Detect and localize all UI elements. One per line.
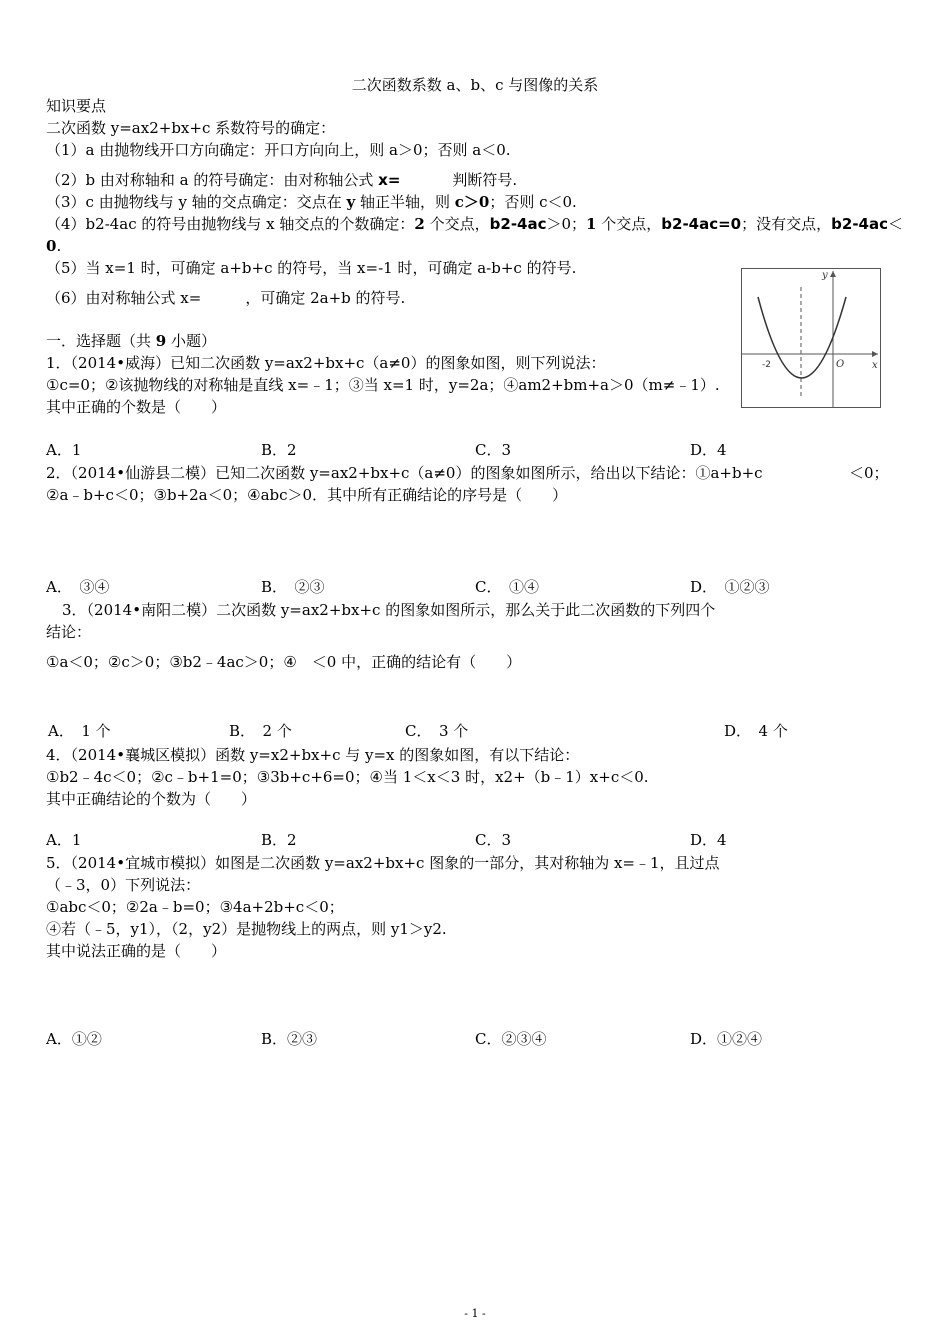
q2-option-b[interactable]: B． ②③ <box>261 578 325 596</box>
knowledge-point-4 <box>46 214 903 234</box>
kp4-m: . <box>56 237 62 255</box>
neg2-label: -2 <box>762 360 771 370</box>
q5-option-b[interactable]: B．②③ <box>261 1030 318 1048</box>
q1-option-d[interactable]: D．4 <box>690 441 727 459</box>
knowledge-point-2 <box>46 170 517 190</box>
q2-option-c[interactable]: C． ①④ <box>475 578 539 596</box>
y-axis-arrow <box>830 271 836 277</box>
kp4-c: 个交点， <box>424 215 490 233</box>
q4-statements: ①b2﹣4c＜0；②c﹣b+1=0；③3b+c+6=0；④当 1＜x＜3 时，x2+（b﹣1）x+c＜0. <box>46 768 649 786</box>
q1-option-c[interactable]: C．3 <box>475 441 512 459</box>
kp4-f: 1 <box>586 215 597 233</box>
q3-option-b[interactable]: B． 2 个 <box>229 722 292 740</box>
q3-statements: ①a＜0；②c＞0；③b2﹣4ac＞0；④ ＜0 中，正确的结论有（ ） <box>46 653 522 671</box>
knowledge-intro: 二次函数 y=ax2+bx+c 系数符号的确定： <box>46 119 336 137</box>
kp6-a: （6）由对称轴公式 x= <box>46 289 202 307</box>
axis-formula-label: x= <box>378 171 401 189</box>
knowledge-point-5: （5）当 x=1 时，可确定 a+b+c 的符号，当 x=-1 时，可确定 a-b+c 的符号. <box>46 259 577 277</box>
kp4-d: b2-4ac <box>489 215 547 233</box>
kp4-b: 2 <box>414 215 425 233</box>
knowledge-point-2-text: （2）b 由对称轴和 a 的符号确定：由对称轴公式 <box>46 171 379 189</box>
q2-stem: 2．（2014•仙游县二模）已知二次函数 y=ax2+bx+c（a≠0）的图象如图所示，给出以下结论：①a+b+c <box>46 464 763 482</box>
kp3-b: y <box>346 193 356 211</box>
kp4-k: ＜ <box>888 215 904 233</box>
q5-question: 其中说法正确的是（ ） <box>46 942 227 960</box>
kp4-g: 个交点， <box>596 215 662 233</box>
q5-option-c[interactable]: C．②③④ <box>475 1030 547 1048</box>
parabola-graph <box>742 269 880 407</box>
q1-option-b[interactable]: B．2 <box>261 441 297 459</box>
kp4-i: ；没有交点， <box>741 215 832 233</box>
q1-option-a[interactable]: A．1 <box>46 441 82 459</box>
q3-option-c[interactable]: C． 3 个 <box>405 722 469 740</box>
x-axis-arrow <box>872 351 878 357</box>
q5-option-d[interactable]: D．①②④ <box>690 1030 763 1048</box>
page-number: - 1 - <box>464 1307 486 1320</box>
knowledge-point-4-cont <box>46 236 61 256</box>
q5-statements: ①abc＜0；②2a﹣b=0；③4a+2b+c＜0； <box>46 898 344 916</box>
q5-stem: 5．（2014•宜城市模拟）如图是二次函数 y=ax2+bx+c 图象的一部分，其对称轴为 x=﹣1，且过点 <box>46 854 720 872</box>
q2-option-a[interactable]: A． ③④ <box>46 578 110 596</box>
knowledge-point-6 <box>46 288 405 308</box>
q1-statements: ①c=0；②该抛物线的对称轴是直线 x=﹣1；③当 x=1 时，y=2a；④am2+bm+a＞0（m≠﹣1）. <box>46 376 720 394</box>
origin-label: O <box>836 359 845 370</box>
q1-question: 其中正确的个数是（ ） <box>46 398 227 416</box>
q3-option-a[interactable]: A． 1 个 <box>48 722 111 740</box>
kp4-a: （4）b2-4ac 的符号由抛物线与 x 轴交点的个数确定： <box>46 215 415 233</box>
kp6-b: ，可确定 2a+b 的符号. <box>245 289 406 307</box>
q2-stem-tail: ＜0； <box>849 464 889 482</box>
y-axis-label: y <box>822 270 828 281</box>
q4-option-d[interactable]: D．4 <box>690 831 727 849</box>
q5-stem-cont: （﹣3，0）下列说法： <box>46 876 201 894</box>
knowledge-point-2-tail: 判断符号. <box>452 171 518 189</box>
q4-question: 其中正确结论的个数为（ ） <box>46 790 257 808</box>
q4-option-b[interactable]: B．2 <box>261 831 297 849</box>
kp4-e: ＞0； <box>546 215 587 233</box>
knowledge-point-1: （1）a 由抛物线开口方向确定：开口方向向上，则 a＞0；否则 a＜0. <box>46 141 511 159</box>
q2-option-d[interactable]: D． ①②③ <box>690 578 770 596</box>
q3-stem: 3．（2014•南阳二模）二次函数 y=ax2+bx+c 的图象如图所示，那么关于此二次函数的下列四个 <box>62 601 716 619</box>
knowledge-heading: 知识要点 <box>46 97 107 115</box>
q3-stem-cont: 结论： <box>46 623 92 641</box>
q4-option-c[interactable]: C．3 <box>475 831 512 849</box>
kp3-d: c＞0 <box>454 193 490 211</box>
kp3-a: （3）c 由抛物线与 y 轴的交点确定：交点在 <box>46 193 347 211</box>
q4-option-a[interactable]: A．1 <box>46 831 82 849</box>
q5-statement-4: ④若（﹣5，y1），（2，y2）是抛物线上的两点，则 y1＞y2. <box>46 920 447 938</box>
section-count: 9 <box>155 332 167 350</box>
q2-statements: ②a﹣b+c＜0；③b+2a＜0；④abc＞0．其中所有正确结论的序号是（ ） <box>46 486 568 504</box>
kp4-l: 0 <box>46 237 57 255</box>
section-c: 小题） <box>166 332 216 350</box>
kp3-e: ；否则 c＜0. <box>489 193 577 211</box>
section-a: 一．选择题（共 <box>46 332 156 350</box>
q1-stem: 1．（2014•威海）已知二次函数 y=ax2+bx+c（a≠0）的图象如图，则下列说法： <box>46 354 606 372</box>
section-heading <box>46 331 216 351</box>
kp4-j: b2-4ac <box>831 215 888 233</box>
q3-option-d[interactable]: D． 4 个 <box>724 722 788 740</box>
knowledge-point-3 <box>46 192 577 212</box>
page-title: 二次函数系数 a、b、c 与图像的关系 <box>351 76 599 94</box>
kp3-c: 轴正半轴，则 <box>355 193 455 211</box>
q4-stem: 4．（2014•襄城区模拟）函数 y=x2+bx+c 与 y=x 的图象如图，有以下结论： <box>46 746 580 764</box>
kp4-h: b2-4ac=0 <box>661 215 742 233</box>
x-axis-label: x <box>872 360 878 371</box>
parabola-figure <box>741 268 881 408</box>
q5-option-a[interactable]: A．①② <box>46 1030 102 1048</box>
